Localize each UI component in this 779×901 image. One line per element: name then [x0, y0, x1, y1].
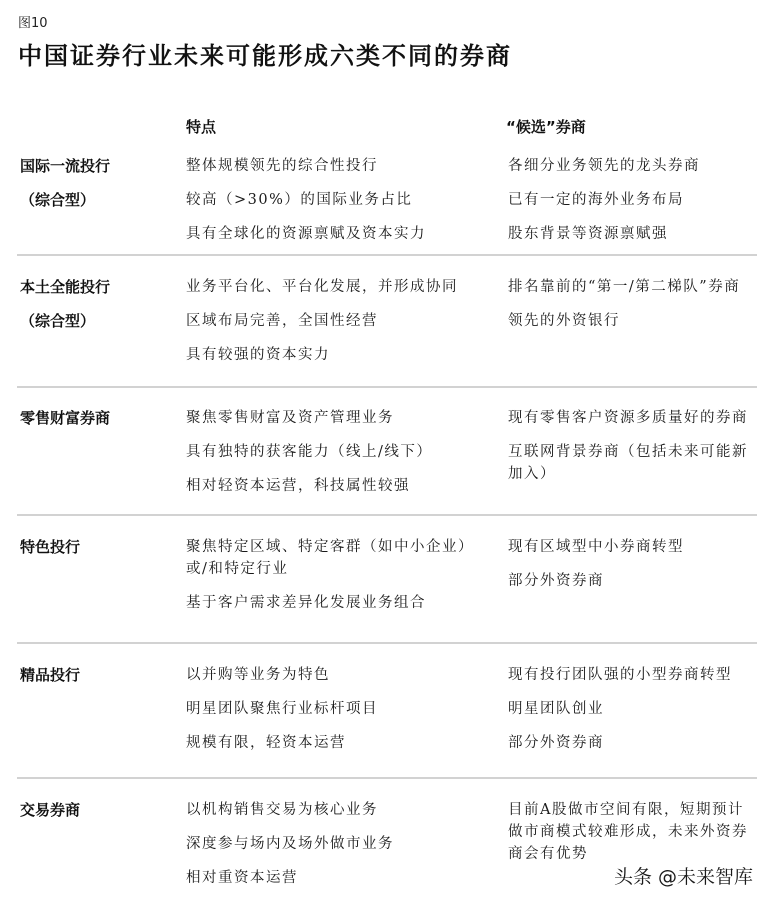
divider: [17, 254, 757, 256]
feature-item: 具有较强的资本实力: [186, 347, 330, 363]
candidates-list: [508, 536, 758, 604]
feature-item: 聚焦特定区域、特定客群（如中小企业）或/和特定行业: [186, 539, 474, 577]
category-label: 特色投行: [20, 538, 81, 556]
category-label: 国际一流投行 （综合型）: [20, 157, 111, 209]
watermark: 头条 @未来智库: [614, 866, 754, 888]
category-label: 零售财富券商: [20, 409, 111, 427]
column-header-features: 特点: [186, 118, 217, 136]
candidate-item: 股东背景等资源禀赋强: [508, 226, 668, 242]
candidates-list: [508, 664, 758, 766]
feature-item: 整体规模领先的综合性投行: [186, 158, 378, 174]
candidate-item: 排名靠前的“第一/第二梯队”券商: [508, 279, 741, 295]
feature-item: 规模有限，轻资本运营: [186, 735, 346, 751]
divider: [17, 642, 757, 644]
candidate-item: 领先的外资银行: [508, 313, 620, 329]
category-label: 本土全能投行 （综合型）: [20, 278, 111, 330]
candidate-item: 互联网背景券商（包括未来可能新加入）: [508, 444, 748, 482]
features-list: [186, 536, 496, 626]
feature-item: 较高（>30%）的国际业务占比: [186, 192, 413, 208]
candidate-item: 部分外资券商: [508, 573, 604, 589]
feature-item: 深度参与场内及场外做市业务: [186, 836, 394, 852]
divider: [17, 514, 757, 516]
feature-item: 相对轻资本运营，科技属性较强: [186, 478, 410, 494]
candidate-item: 已有一定的海外业务布局: [508, 192, 684, 208]
features-list: [186, 664, 496, 766]
candidate-item: 现有零售客户资源多质量好的券商: [508, 410, 748, 426]
candidate-item: 现有投行团队强的小型券商转型: [508, 667, 732, 683]
figure-label: 图10: [18, 16, 48, 31]
page-title: 中国证券行业未来可能形成六类不同的券商: [18, 42, 512, 70]
candidate-item: 各细分业务领先的龙头券商: [508, 158, 700, 174]
feature-item: 相对重资本运营: [186, 870, 298, 886]
features-list: [186, 276, 496, 378]
column-header-candidates: “候选”券商: [506, 118, 586, 136]
feature-item: 具有独特的获客能力（线上/线下）: [186, 444, 433, 460]
divider: [17, 777, 757, 779]
candidate-item: 目前A股做市空间有限，短期预计做市商模式较难形成，未来外资券商会有优势: [508, 802, 748, 862]
candidates-list: [508, 276, 758, 344]
feature-item: 聚焦零售财富及资产管理业务: [186, 410, 394, 426]
candidate-item: 部分外资券商: [508, 735, 604, 751]
features-list: [186, 799, 496, 901]
feature-item: 以机构销售交易为核心业务: [186, 802, 378, 818]
feature-item: 以并购等业务为特色: [186, 667, 330, 683]
feature-item: 基于客户需求差异化发展业务组合: [186, 595, 426, 611]
candidates-list: [508, 407, 758, 497]
features-list: [186, 155, 496, 257]
category-label: 交易券商: [20, 801, 81, 819]
candidates-list: [508, 155, 758, 257]
divider: [17, 386, 757, 388]
feature-item: 区域布局完善，全国性经营: [186, 313, 378, 329]
feature-item: 明星团队聚焦行业标杆项目: [186, 701, 378, 717]
features-list: [186, 407, 496, 509]
candidate-item: 明星团队创业: [508, 701, 604, 717]
candidate-item: 现有区域型中小券商转型: [508, 539, 684, 555]
category-label: 精品投行: [20, 666, 81, 684]
feature-item: 具有全球化的资源禀赋及资本实力: [186, 226, 426, 242]
feature-item: 业务平台化、平台化发展，并形成协同: [186, 279, 458, 295]
